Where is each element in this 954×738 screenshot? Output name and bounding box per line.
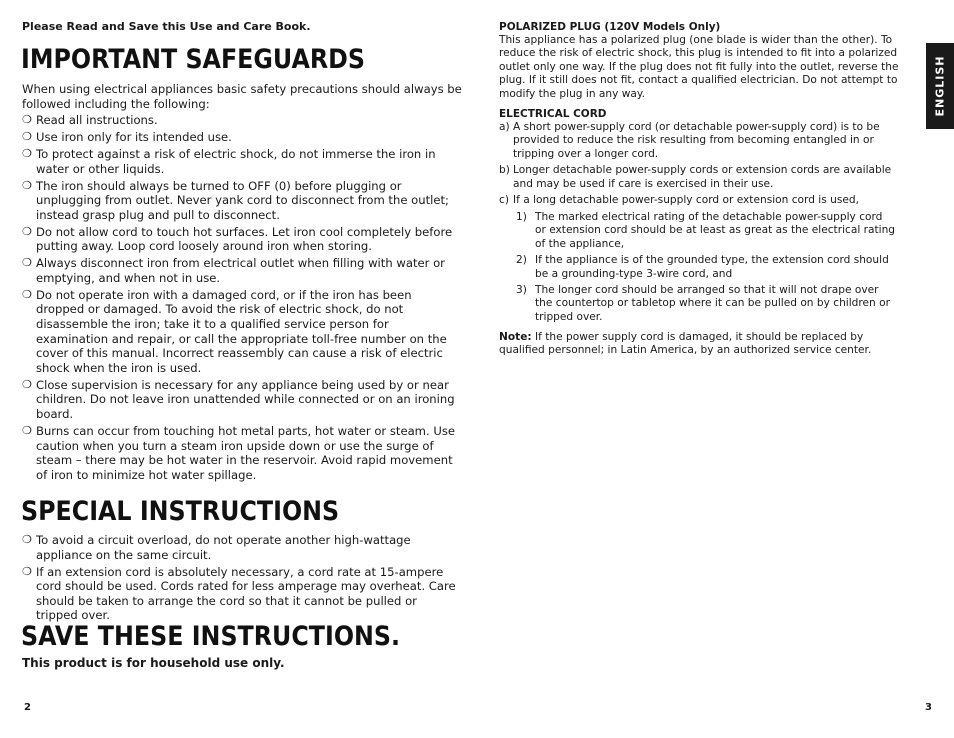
household-note: This product is for household use only.: [22, 656, 285, 670]
cord-item: [499, 194, 909, 207]
bullet-circle-icon: ❍: [22, 377, 32, 391]
polarized-plug-text: This appliance has a polarized plug (one blade is wider than the other). To reduce the risk of electric shock, this plug is intended to fit into a polarized outlet only one way. If the plug does not fit fully into the outlet, reverse the plug. If it still does not fit, contact a qualified electrician. Do not attempt to modify the plug in any way.: [499, 34, 899, 100]
bullet-circle-icon: ❍: [22, 287, 32, 301]
note-text: If the power supply cord is damaged, it should be replaced by qualified personnel; in Latin America, by an authorized service center.: [499, 331, 872, 357]
cord-subitem: [516, 284, 896, 324]
polarized-plug-heading: POLARIZED PLUG (120V Models Only): [499, 21, 721, 33]
special-text: If an extension cord is absolutely necessary, a cord rate at 15-ampere cord should be used. Cords rated for less amperage may overheat. Care should be taken to arrange the cord so that it cannot be pulled or tripped over.: [36, 564, 456, 623]
safeguard-text: Do not allow cord to touch hot surfaces. Let iron cool completely before putting away. Loop cord loosely around iron when storing.: [36, 224, 453, 254]
safeguard-item: [22, 179, 457, 223]
cord-item-text: If a long detachable power-supply cord or extension cord is used,: [513, 194, 859, 207]
intro-label: Please Read and Save this Use and Care Book.: [22, 20, 311, 33]
special-text: To avoid a circuit overload, do not operate another high-wattage appliance on the same circuit.: [36, 533, 411, 562]
safeguard-item: [22, 113, 457, 128]
list-marker: c): [499, 194, 509, 207]
cord-item: [499, 164, 909, 191]
bullet-circle-icon: ❍: [22, 564, 32, 578]
safeguard-item: [22, 288, 457, 376]
safeguard-text: To protect against a risk of electric shock, do not immerse the iron in water or other liquids.: [36, 146, 436, 176]
note-label: Note:: [499, 331, 532, 343]
bullet-circle-icon: ❍: [22, 178, 32, 192]
page-number-right: 3: [925, 702, 932, 713]
heading-special-instructions: SPECIAL INSTRUCTIONS: [21, 496, 340, 527]
safeguard-item: [22, 147, 457, 176]
list-marker: 1): [516, 211, 527, 223]
bullet-circle-icon: ❍: [22, 146, 32, 160]
safeguard-text: The iron should always be turned to OFF (0) before plugging or unplugging from outlet. Never yank cord to disconnect from the outlet; instead grasp plug and pull to disconnect.: [36, 178, 449, 222]
safeguard-text: Close supervision is necessary for any appliance being used by or near children. Do not leave iron unattended while connected or on an ironing board.: [36, 377, 455, 422]
intro-text: When using electrical appliances basic safety precautions should always be followed including the following:: [22, 82, 462, 111]
safeguard-text: Read all instructions.: [36, 113, 158, 127]
heading-important-safeguards: IMPORTANT SAFEGUARDS: [21, 44, 365, 75]
cord-item-text: Longer detachable power-supply cords or extension cords are available and may be used if care is exercised in their use.: [513, 164, 892, 190]
bullet-circle-icon: ❍: [22, 224, 32, 238]
special-item: [22, 565, 457, 623]
page-number-left: 2: [24, 702, 31, 713]
cord-subitem: [516, 254, 896, 281]
cord-note: [499, 331, 911, 358]
list-marker: a): [499, 121, 510, 133]
cord-list: [499, 121, 909, 210]
safeguard-item: [22, 225, 457, 254]
special-list: [22, 533, 457, 625]
cord-item: [499, 121, 909, 161]
list-marker: 2): [516, 254, 527, 267]
bullet-circle-icon: ❍: [22, 533, 32, 546]
electrical-cord-heading: ELECTRICAL CORD: [499, 108, 607, 120]
safeguards-list: [22, 113, 457, 485]
cord-subitem-text: If the appliance is of the grounded type, the extension cord should be a grounding-type 3-wire cord, and: [535, 254, 889, 280]
safeguard-item: [22, 424, 457, 482]
language-tab-label: ENGLISH: [933, 55, 947, 117]
list-marker: 3): [516, 284, 527, 297]
cord-subitem-text: The marked electrical rating of the detachable power-supply cord or extension cord should be at least as great as the electrical rating of the appliance,: [535, 211, 896, 250]
bullet-circle-icon: ❍: [22, 256, 32, 270]
heading-save-instructions: SAVE THESE INSTRUCTIONS.: [21, 621, 401, 652]
safeguard-text: Burns can occur from touching hot metal parts, hot water or steam. Use caution when you turn a steam iron upside down or use the surge of steam – there may be hot water in the reservoir. Avoid rapid movement of iron to minimize hot water spillage.: [36, 424, 456, 482]
safeguard-item: [22, 130, 457, 145]
safeguard-item: [22, 256, 457, 285]
language-tab: [926, 43, 954, 129]
cord-sublist: [516, 211, 896, 327]
special-item: [22, 533, 457, 562]
safeguard-item: [22, 378, 457, 422]
bullet-circle-icon: ❍: [22, 113, 32, 126]
bullet-circle-icon: ❍: [22, 129, 32, 143]
safeguard-text: Always disconnect iron from electrical outlet when filling with water or emptying, and when not in use.: [36, 256, 445, 285]
safeguard-text: Use iron only for its intended use.: [36, 129, 232, 144]
cord-subitem-text: The longer cord should be arranged so that it will not drape over the countertop or tabletop where it can be pulled on by children or tripped over.: [535, 284, 890, 323]
bullet-circle-icon: ❍: [22, 424, 32, 437]
cord-subitem: [516, 211, 896, 251]
cord-item-text: A short power-supply cord (or detachable power-supply cord) is to be provided to reduce the risk resulting from becoming entangled in or tripping over a longer cord.: [513, 121, 880, 160]
safeguard-text: Do not operate iron with a damaged cord, or if the iron has been dropped or damaged. To avoid the risk of electric shock, do not disassemble the iron; take it to a qualified service person for examination and repair, or call the appropriate toll-free number on the cover of this manual. Incorrect reassembly can cause a risk of electric shock when the iron is used.: [36, 287, 447, 375]
list-marker: b): [499, 164, 510, 177]
